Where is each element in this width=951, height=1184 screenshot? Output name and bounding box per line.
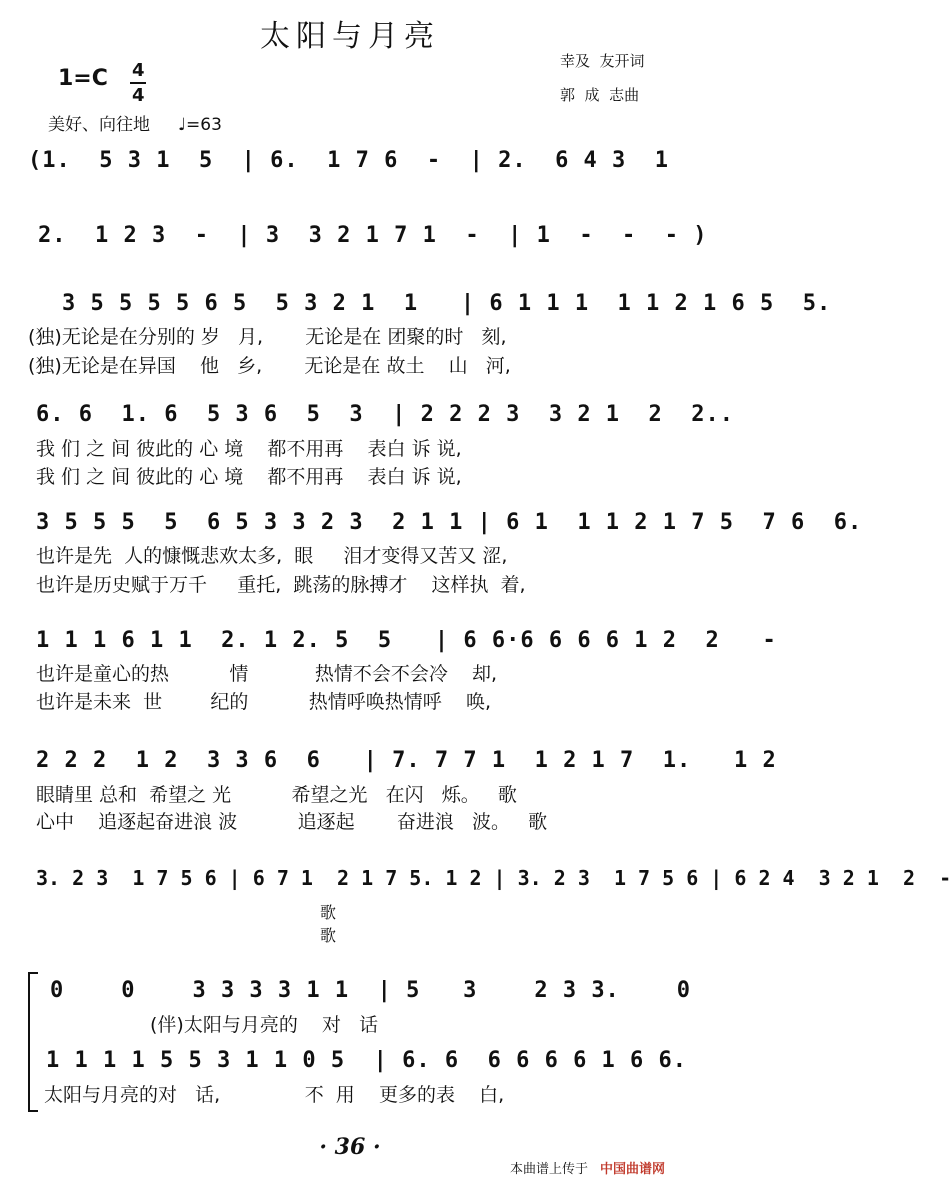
notation-row: 2. 1 2 3 - | 3 3 2 1 7 1 - | 1 - - - ) — [38, 223, 708, 248]
brace-top — [28, 972, 38, 974]
lyric-line: 眼睛里 总和 希望之 光 希望之光 在闪 烁。 歌 — [36, 784, 517, 806]
key-signature: 1=C — [58, 66, 108, 91]
notation-row: 1 1 1 1 5 5 3 1 1 0 5 | 6. 6 6 6 6 6 1 6 6. — [46, 1048, 688, 1073]
notation-row: 3 5 5 5 5 6 5 3 3 2 3 2 1 1 | 6 1 1 1 2 1 7 5 7 6 6. — [36, 510, 863, 535]
metronome-mark: ♩=63 — [178, 115, 222, 135]
lyricist-credit: 幸及 友开词 — [560, 52, 645, 70]
lyric-line: 我 们 之 间 彼此的 心 境 都不用再 表白 诉 说, — [36, 438, 462, 460]
lyric-line: 也许是童心的热 情 热情不会不会冷 却, — [36, 663, 498, 685]
system-brace — [28, 972, 30, 1112]
lyric-line: 太阳与月亮的对 话, 不 用 更多的表 白, — [44, 1084, 505, 1106]
page-number: · 36 · — [319, 1134, 381, 1160]
notation-row: 3 5 5 5 5 6 5 5 3 2 1 1 | 6 1 1 1 1 1 2 1 6 5 5. — [62, 291, 832, 316]
lyric-line: 歌 — [320, 926, 337, 945]
time-fraction-line — [130, 82, 146, 84]
lyric-line: 也许是历史赋于万千 重托, 跳荡的脉搏才 这样执 着, — [36, 574, 526, 596]
brace-bottom — [28, 1110, 38, 1112]
song-title: 太阳与月亮 — [260, 19, 440, 54]
lyric-line: 歌 — [320, 903, 337, 922]
notation-row: 2 2 2 1 2 3 3 6 6 | 7. 7 7 1 1 2 1 7 1. 1 2 — [36, 748, 777, 773]
notation-row: 6. 6 1. 6 5 3 6 5 3 | 2 2 2 3 3 2 1 2 2.. — [36, 402, 735, 427]
notation-row: (1. 5 3 1 5 | 6. 1 7 6 - | 2. 6 4 3 1 — [28, 148, 670, 173]
time-denominator: 4 — [132, 85, 145, 106]
notation-row: 0 0 3 3 3 3 1 1 | 5 3 2 3 3. 0 — [50, 978, 692, 1003]
notation-row: 3. 2 3 1 7 5 6 | 6 7 1 2 1 7 5. 1 2 | 3. 2 3 1 7 5 6 | 6 2 4 3 2 1 2 - — [36, 866, 951, 890]
lyric-line: 我 们 之 间 彼此的 心 境 都不用再 表白 诉 说, — [36, 466, 462, 488]
footer-brand-logo: 中国曲谱网 — [600, 1162, 666, 1177]
composer-credit: 郭 成 志曲 — [560, 86, 640, 104]
tempo-marking: 美好、向往地 — [48, 115, 150, 135]
notation-row: 1 1 1 6 1 1 2. 1 2. 5 5 | 6 6·6 6 6 6 1 2 2 - — [36, 628, 777, 653]
lyric-line: 心中 追逐起奋进浪 波 追逐起 奋进浪 波。 歌 — [36, 811, 548, 833]
lyric-line: (伴)太阳与月亮的 对 话 — [150, 1014, 379, 1036]
lyric-line: 也许是先 人的慷慨悲欢太多, 眼 泪才变得又苦又 涩, — [36, 545, 508, 567]
lyric-line: 也许是未来 世 纪的 热情呼唤热情呼 唤, — [36, 691, 491, 713]
lyric-line: (独)无论是在异国 他 乡, 无论是在 故土 山 河, — [28, 355, 511, 377]
footer-text: 本曲谱上传于 — [510, 1162, 589, 1177]
lyric-line: (独)无论是在分别的 岁 月, 无论是在 团聚的时 刻, — [28, 326, 507, 348]
time-numerator: 4 — [132, 60, 145, 81]
